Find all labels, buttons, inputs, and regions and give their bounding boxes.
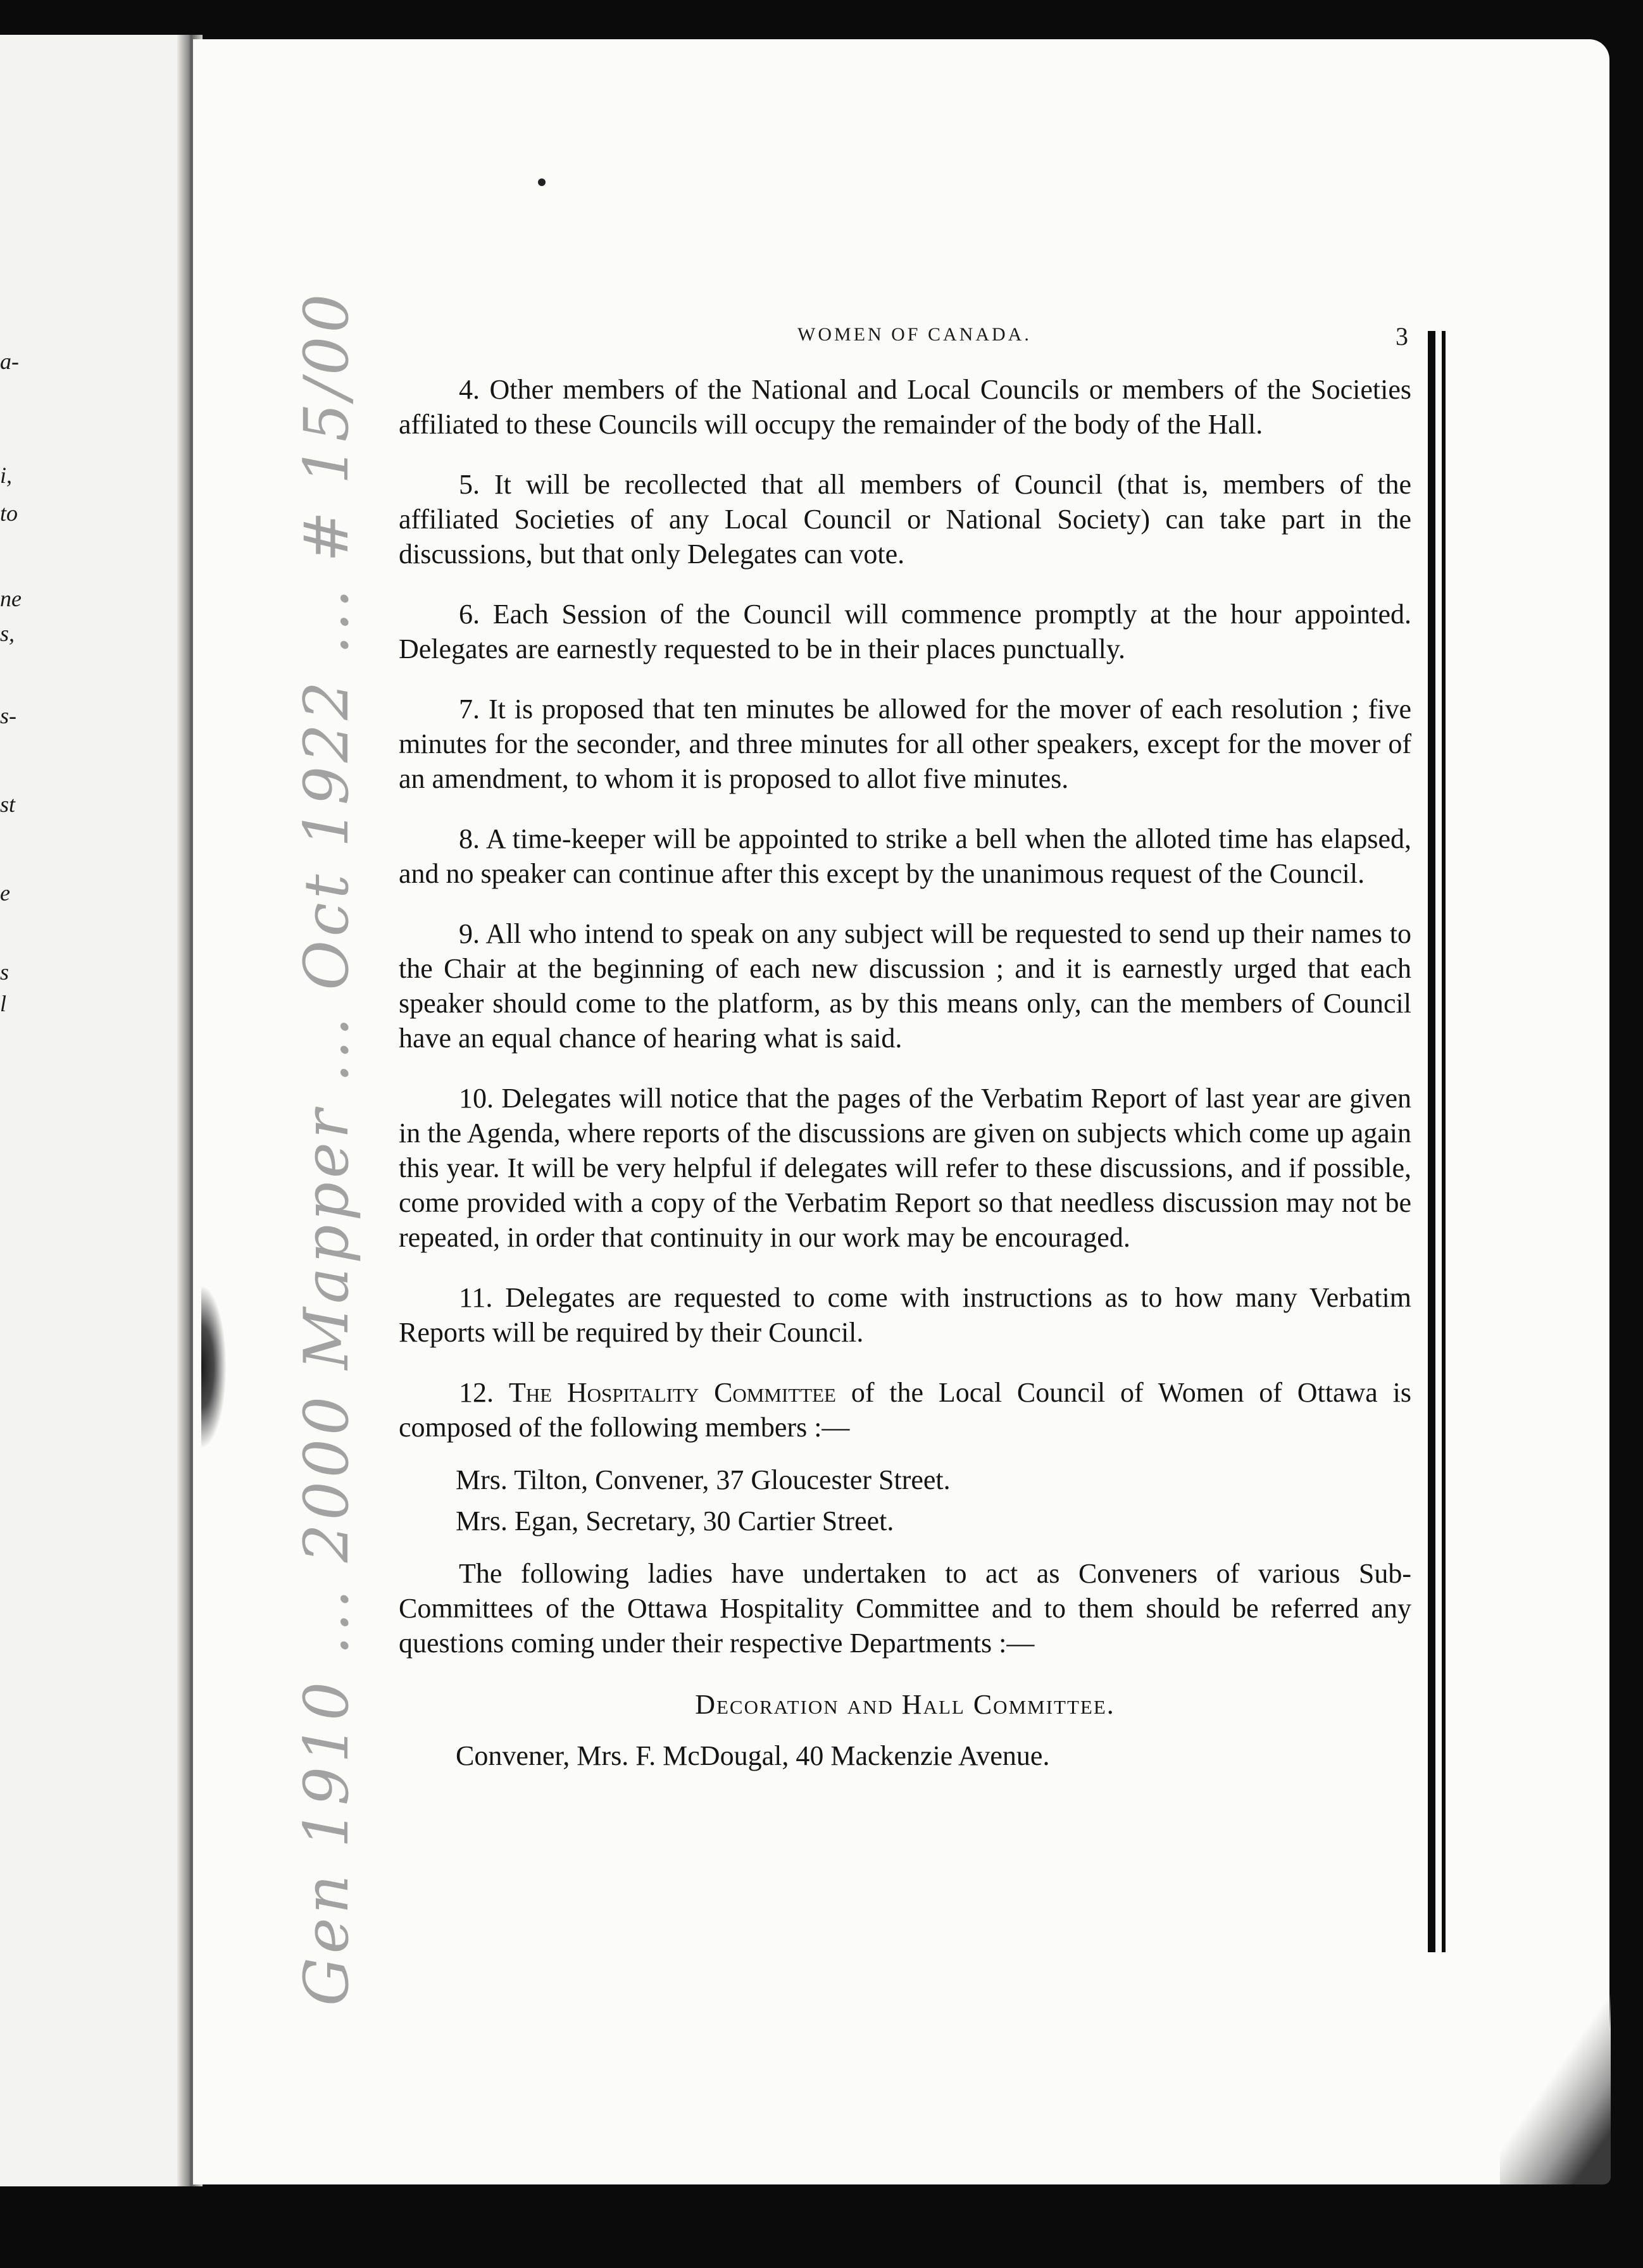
- member-secretary: Mrs. Egan, Secretary, 30 Cartier Street.: [456, 1505, 894, 1536]
- facing-page-fragment-0: a-: [0, 349, 19, 374]
- paragraph-4: 4. Other members of the National and Local Councils or members of the Societies affiliated to these Councils will occupy the remainder of the body of the Hall.: [399, 374, 1411, 440]
- margin-rule-thick: [1428, 331, 1435, 1952]
- facing-page-fragment-8: s: [0, 959, 9, 985]
- page-number: 3: [1396, 322, 1408, 351]
- paragraph-10: 10. Delegates will notice that the pages of the Verbatim Report of last year are given in the Agenda, where reports of the discussions are given on subjects which come up again this year. It will be very helpful if delegates will refer to these discussions, and if possible, come provided with a copy of the Verbatim Report so that needless discussion may not be repeated, in order that continuity in our work may be encouraged.: [399, 1083, 1411, 1253]
- ink-speck: [538, 178, 546, 186]
- member-convener: Mrs. Tilton, Convener, 37 Gloucester Street.: [456, 1464, 951, 1495]
- margin-rule-thin: [1442, 331, 1446, 1952]
- pencil-margin-note: Gen 1910 ... 2000 Mapper ... Oct 1922 ... # 15/00: [291, 290, 362, 2006]
- facing-page-fragment-1: i,: [0, 463, 13, 488]
- facing-page-fragment-9: l: [0, 991, 7, 1016]
- paragraph-8: 8. A time-keeper will be appointed to strike a bell when the alloted time has elapsed, and no speaker can continue after this except by the unanimous request of the Council.: [399, 823, 1411, 889]
- paragraph-subcommittees: The following ladies have undertaken to act as Conveners of various Sub-Committees of the Ottawa Hospitality Committee and to them should be referred any questions coming under their respective Departments :—: [399, 1558, 1411, 1659]
- facing-page-fragment-4: s,: [0, 621, 15, 646]
- paragraph-6: 6. Each Session of the Council will commence promptly at the hour appointed. Delegates are earnestly requested to be in their places punctually.: [399, 599, 1411, 664]
- paragraph-11: 11. Delegates are requested to come with instructions as to how many Verbatim Reports will be required by their Council.: [399, 1282, 1411, 1348]
- paragraph-7: 7. It is proposed that ten minutes be allowed for the mover of each resolution ; five minutes for the seconder, and three minutes for all other speakers, except for the mover of an amendment, to whom it is proposed to allot five minutes.: [399, 694, 1411, 794]
- decoration-convener: Convener, Mrs. F. McDougal, 40 Mackenzie Avenue.: [456, 1740, 1050, 1771]
- hospitality-committee-name: The Hospitality Committee: [508, 1377, 836, 1408]
- facing-page-fragment-7: e: [0, 880, 10, 906]
- curled-page-corner: [1500, 1993, 1611, 2184]
- paragraph-12: [399, 1375, 1411, 1445]
- facing-page-fragment-3: ne: [0, 586, 22, 611]
- paragraph-12-number: 12.: [459, 1377, 494, 1408]
- facing-page-text-fragments: [0, 35, 196, 2186]
- facing-page-fragment-2: to: [0, 501, 18, 526]
- facing-page-fragment-5: s-: [0, 703, 16, 728]
- torn-gutter-edge: [201, 1285, 227, 1449]
- paragraph-5: 5. It will be recollected that all members of Council (that is, members of the affiliated Societies of any Local Council or National Society) can take part in the discussions, but that only Delegates can vote.: [399, 469, 1411, 570]
- decoration-hall-committee-heading: Decoration and Hall Committee.: [695, 1689, 1115, 1720]
- running-head: WOMEN OF CANADA.: [797, 324, 1032, 345]
- facing-page-fragment: [0, 35, 196, 2186]
- member-list: [456, 1462, 1411, 1538]
- paragraph-9: 9. All who intend to speak on any subject will be requested to send up their names to the Chair at the beginning of each new discussion ; and it is earnestly urged that each speaker should come to the platform, as by this means only, can the members of Council have an equal chance of hearing what is said.: [399, 918, 1411, 1054]
- body-text: [399, 372, 1411, 1773]
- facing-page-fragment-6: st: [0, 792, 16, 817]
- paragraph-12-text: of the Local Council of Women of Ottawa is composed of the following members :—: [399, 1377, 1411, 1443]
